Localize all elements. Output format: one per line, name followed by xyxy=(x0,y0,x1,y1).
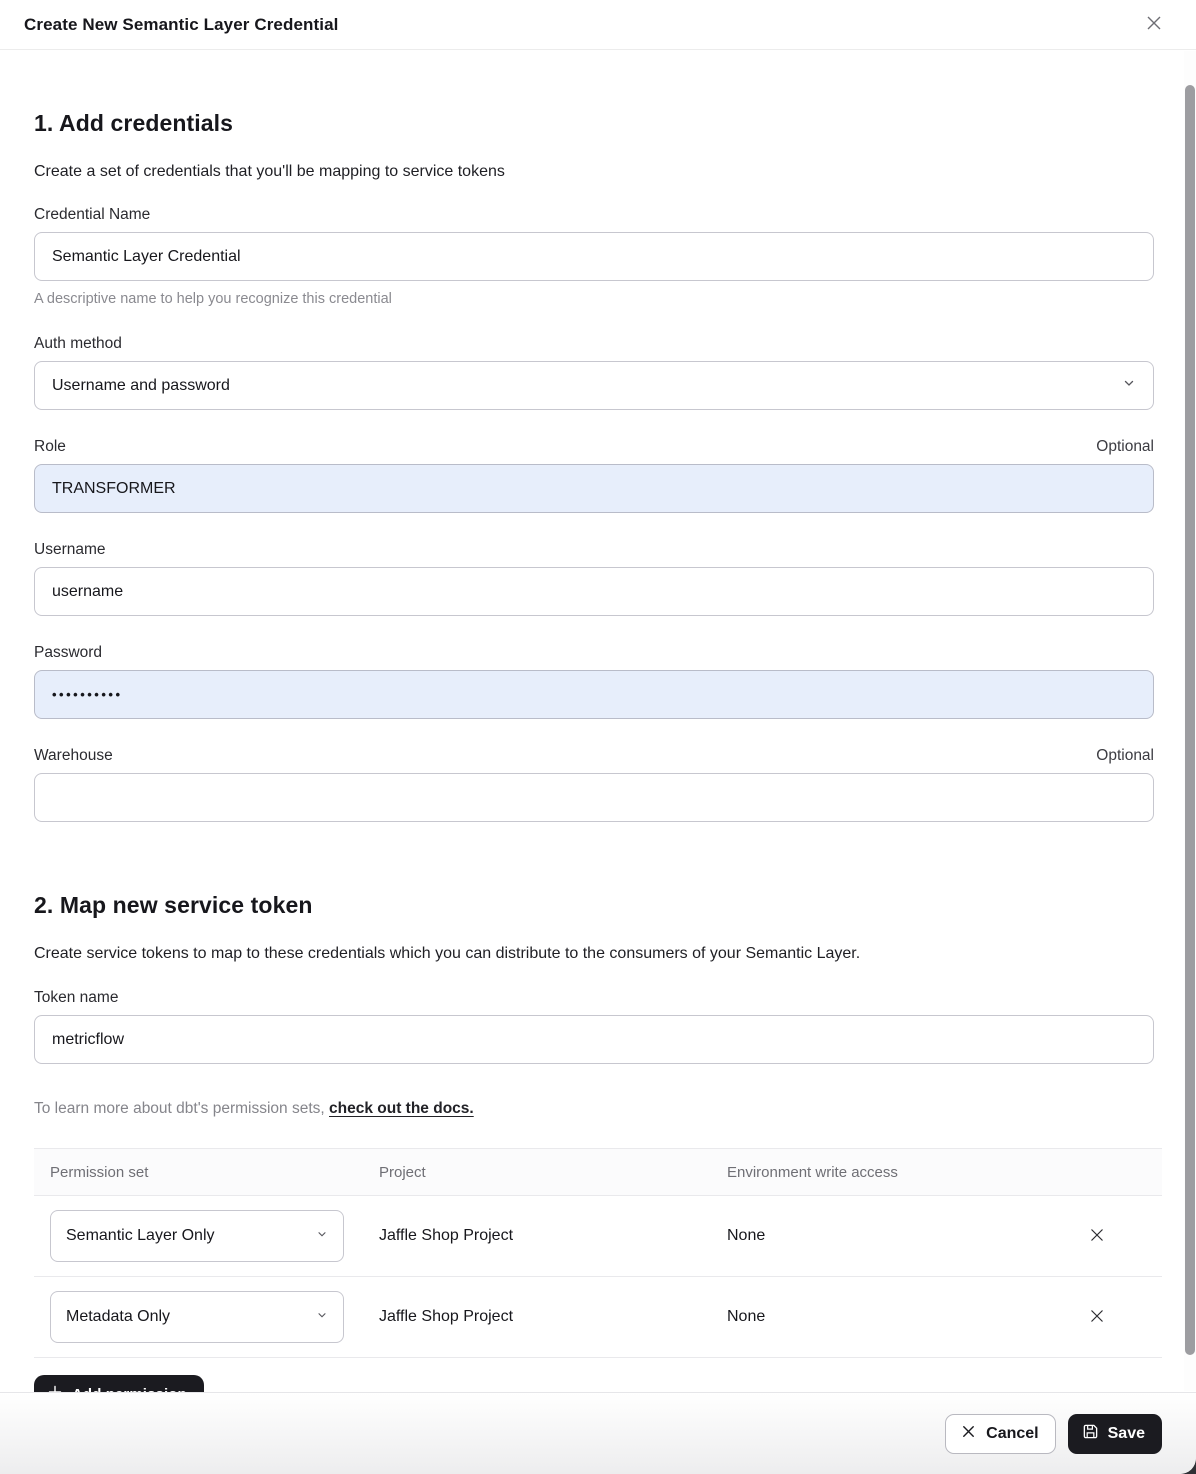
section1-description: Create a set of credentials that you'll be mapping to service tokens xyxy=(34,163,505,180)
docs-line xyxy=(34,1100,1154,1118)
chevron-down-icon xyxy=(316,1308,328,1326)
credential-name-input[interactable] xyxy=(34,232,1154,281)
warehouse-input[interactable] xyxy=(34,773,1154,822)
username-input[interactable] xyxy=(34,567,1154,616)
scrollbar-thumb[interactable] xyxy=(1185,85,1195,1355)
save-icon xyxy=(1082,1423,1099,1445)
modal-footer xyxy=(0,1392,1196,1474)
permissions-table-header xyxy=(34,1148,1162,1196)
role-optional-tag: Optional xyxy=(1096,438,1154,455)
token-name-input[interactable] xyxy=(34,1015,1154,1064)
table-row xyxy=(34,1277,1162,1358)
remove-row-button[interactable] xyxy=(1082,1302,1112,1332)
credential-name-label-row xyxy=(34,206,1154,224)
warehouse-label: Warehouse xyxy=(34,747,113,764)
scrollbar-track[interactable] xyxy=(1184,51,1196,1391)
env-write-access-cell: None xyxy=(727,1227,766,1244)
credential-name-label: Credential Name xyxy=(34,206,151,223)
chevron-down-icon xyxy=(316,1227,328,1245)
cancel-label: Cancel xyxy=(986,1424,1039,1442)
username-label: Username xyxy=(34,541,106,558)
modal-body xyxy=(0,110,1196,1413)
token-name-label: Token name xyxy=(34,989,119,1006)
docs-link[interactable]: check out the docs. xyxy=(329,1100,474,1117)
warehouse-label-row xyxy=(34,747,1154,765)
permission-set-value: Semantic Layer Only xyxy=(66,1227,215,1244)
header-permission-set: Permission set xyxy=(50,1163,149,1181)
auth-method-select[interactable] xyxy=(34,361,1154,410)
chevron-down-icon xyxy=(1122,376,1136,395)
section2-description: Create service tokens to map to these credentials which you can distribute to the consumers of your Semantic Layer. xyxy=(34,945,861,962)
auth-method-label-row xyxy=(34,335,1154,353)
auth-method-label: Auth method xyxy=(34,335,122,352)
permission-set-select[interactable] xyxy=(50,1291,344,1343)
credential-name-helper: A descriptive name to help you recognize this credential xyxy=(34,291,392,307)
permission-set-select[interactable] xyxy=(50,1210,344,1262)
close-icon xyxy=(1087,1225,1107,1248)
header-env-write-access: Environment write access xyxy=(727,1163,898,1181)
permissions-table xyxy=(34,1148,1162,1358)
close-icon xyxy=(1087,1306,1107,1329)
warehouse-optional-tag: Optional xyxy=(1096,747,1154,764)
table-row xyxy=(34,1196,1162,1277)
header-project: Project xyxy=(379,1163,426,1181)
save-button[interactable] xyxy=(1068,1414,1162,1454)
role-label: Role xyxy=(34,438,66,455)
env-write-access-cell: None xyxy=(727,1308,766,1325)
project-cell: Jaffle Shop Project xyxy=(379,1308,514,1325)
save-label: Save xyxy=(1107,1424,1145,1442)
modal-title: Create New Semantic Layer Credential xyxy=(24,14,339,34)
project-cell: Jaffle Shop Project xyxy=(379,1227,514,1244)
modal-header xyxy=(0,0,1196,50)
section1-heading: 1. Add credentials xyxy=(34,110,234,136)
password-input[interactable] xyxy=(34,670,1154,719)
close-button[interactable] xyxy=(1140,11,1168,39)
password-label-row xyxy=(34,644,1154,662)
cancel-button[interactable] xyxy=(945,1414,1055,1454)
username-label-row xyxy=(34,541,1154,559)
close-icon xyxy=(1144,13,1164,36)
token-name-label-row xyxy=(34,989,1154,1007)
role-input[interactable] xyxy=(34,464,1154,513)
role-label-row xyxy=(34,438,1154,456)
remove-row-button[interactable] xyxy=(1082,1221,1112,1251)
password-label: Password xyxy=(34,644,103,661)
permission-set-value: Metadata Only xyxy=(66,1308,171,1325)
docs-line-prefix: To learn more about dbt's permission sets, xyxy=(34,1100,330,1117)
auth-method-value: Username and password xyxy=(52,376,230,394)
section2-heading: 2. Map new service token xyxy=(34,892,313,918)
close-icon xyxy=(960,1423,977,1445)
